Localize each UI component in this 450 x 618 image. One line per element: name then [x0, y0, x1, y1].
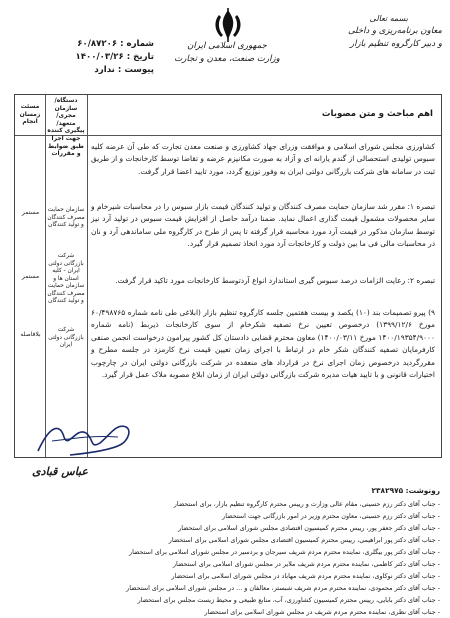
number-label: شماره : [120, 39, 154, 49]
cc-item: - جناب آقای دکتر نوکاوی، نماینده محترم مردم شریف مهاباد در مجلس شورای اسلامی برای استحضار [171, 572, 440, 580]
basmala: بسمه تعالی [369, 14, 408, 23]
number-value: ۶۰/۸۷۲۰۶ [77, 39, 118, 49]
cc-item: - جناب آقای دکتر رزم حسینی، مقام عالی وزارت و رییس محترم کارگروه تنظیم بازار، برای استحضار [173, 500, 440, 508]
resolution-paragraph: کشاورزی مجلس شورای اسلامی و موافقت وزرای جهاد کشاورزی و صنعت معدن تجارت که طی آن عرضه کلیه سبوس تولیدی استحصالی از گندم یارانه ای و آزاد به صورت مکانیزم عرضه و تقاضا توسط کارخانجات و از طریق ثبت در سامانه های شرکت بازرگانی دولتی ایران به وفور توزیع گردد، مورد تایید اعضا قرار گرفت. [91, 142, 435, 176]
cc-list [16, 498, 440, 618]
number-row [14, 38, 154, 51]
office-header [312, 12, 442, 51]
agency-column-header: دستگاه/سازمان مجری/ متعهد/ پیگیری کننده جهت اجرا طبق ضوابط و مقررات [47, 97, 85, 158]
resolution-paragraph: تبصره ۱: مقرر شد سازمان حمایت مصرف کنندگان و تولید کنندگان قیمت بازار سبوس را در محاسبات شیرخام و سایر محصولات مشمول قیمت گذاری اعمال نماید. ضمنا درآمد حاصل از افزایش قیمت سبوس در تولید آرد نیز توسط سازمان مذکور در قیمت آرد مورد محاسبه قرار گرفته تا پس از طرح در کارگروه ملی ساماندهی آرد و نان در محاسبات مالی فی ما بین دولت و کارخانجات آرد مورد اتخاذ تصمیم قرار گیرد. [91, 202, 436, 249]
attachment-label: پیوست : [117, 65, 154, 76]
resolutions-table [14, 94, 442, 458]
signatory-name: عباس قبادی [32, 465, 88, 478]
deadline-cell: مستمر [21, 209, 40, 216]
cc-item: - جناب آقای دکتر کاظمی، نماینده محترم مردم شریف ملایر در مجلس شورای اسلامی برای استحضار [172, 560, 440, 568]
cc-item: - جناب آقای دکتر پور ابراهیمی، رییس محترم کمیسیون اقتصادی مجلس شورای اسلامی برای استحضار [168, 536, 440, 544]
cc-item: - جناب آقای دکتر پور بیگلری، نماینده محترم مردم شریف سیرجان و بردسیر در مجلس شورای اسلامی برای استحضار [128, 548, 440, 556]
agency-cell: شرکت بازرگانی دولتی ایران [48, 327, 84, 348]
deadline-cell: بلافاصله [20, 331, 41, 338]
ministry-header [162, 40, 292, 66]
cc-heading: رونوشت: ۲۳۸۲۹۷۵ [371, 486, 440, 495]
attachment-value: ندارد [94, 65, 115, 76]
date-row [14, 51, 154, 64]
ministry-name: وزارت صنعت، معدن و تجارت [174, 54, 280, 64]
country-name: جمهوری اسلامی ایران [187, 41, 267, 51]
column-divider [45, 95, 46, 457]
date-value: ۱۴۰۰/۰۳/۲۶ [75, 52, 124, 63]
agency-cell: شرکت بازرگانی دولتی ایران - کلیه استان ها و سازمان حمایت مصرف کنندگان و تولید کنندگان [47, 253, 85, 304]
date-label: تاریخ : [126, 52, 154, 63]
cc-item: - جناب آقای دکتر جعفر پور، رییس محترم کمیسیون اقتصادی مجلس شورای اسلامی برای استحضار [178, 524, 440, 532]
resolution-paragraph: ۹) پیرو تصمیمات بند (۱۰) یکصد و بیست هفتمین جلسه کارگروه تنظیم بازار (ابلاغی طی نامه شماره ۶۰/۴۹۸۷۶۵ مورخ ۱۳۹۹/۱۲/۶) درخصوص تعیین نرخ تصفیه شکرخام از سوی کارخانجات ذیربط (نامه شماره ۱۴۰۰/۱۹۳۵۴/۹۰۰۰ مورخ ۱۴۰۰/۰۳/۱۱) معاون محترم قضایی دادستان کل کشور پیرامون درخواست انجمن صنفی کارفرمایان تصفیه کنندگان شکر خام در ارتباط با اجرای زمان تعیین قیمت نرخ کارمزد در جلسه مطرح و مقررگردید درخصوص زمان اجرای نرخ در قرارداد های منعقده در شرکت بازرگانی دولتی ایران در چارچوب اختیارات قانونی و با تایید هیات مدیره شرکت بازرگانی دولتی ایران از زمان ابلاغ مصوبه ملاک عمل قرار گیرد. [91, 308, 435, 380]
office-line-2: و دبیر کارگروه تنظیم بازار [349, 39, 442, 49]
cc-item: - جناب آقای دکتر محمودی، نماینده محترم مردم شریف شبستر، معالفان و ... در مجلس شورای اسلامی برای استحضار [126, 584, 440, 592]
resolution-paragraph: تبصره ۲: رعایت الزامات درصد سبوس گیری استاندارد انواع آردتوسط کارخانجات مورد تاکید قرار گرفت. [115, 276, 435, 285]
agency-cell: سازمان حمایت مصرف کنندگان و تولید کنندگان [47, 207, 85, 228]
deadline-column-header: مسئت زمسان انجام [19, 103, 41, 126]
cc-item: - جناب آقای دکتر رزم حسینی، معاون محترم وزیر در امور بازرگانی جهت استحضار [222, 512, 440, 520]
main-column-header: اهم مباحث و متن مصوبات [321, 109, 433, 119]
office-line-1: معاون برنامه‌ریزی و داخلی [347, 26, 442, 36]
cc-item: - جناب آقای نظری، نماینده محترم مردم شریف در مجلس شورای اسلامی برای استحضار [204, 608, 440, 616]
column-divider [87, 95, 88, 457]
cc-item: - جناب آقای دکتر بابایی، رییس محترم کمیسیون کشاورزی، آب، منابع طبیعی و محیط زیست مجلس برای استحضار [137, 596, 440, 604]
deadline-cell: مستمر [21, 273, 40, 280]
attachment-row [14, 64, 154, 77]
letter-meta [14, 38, 154, 78]
handwritten-signature [30, 415, 140, 461]
